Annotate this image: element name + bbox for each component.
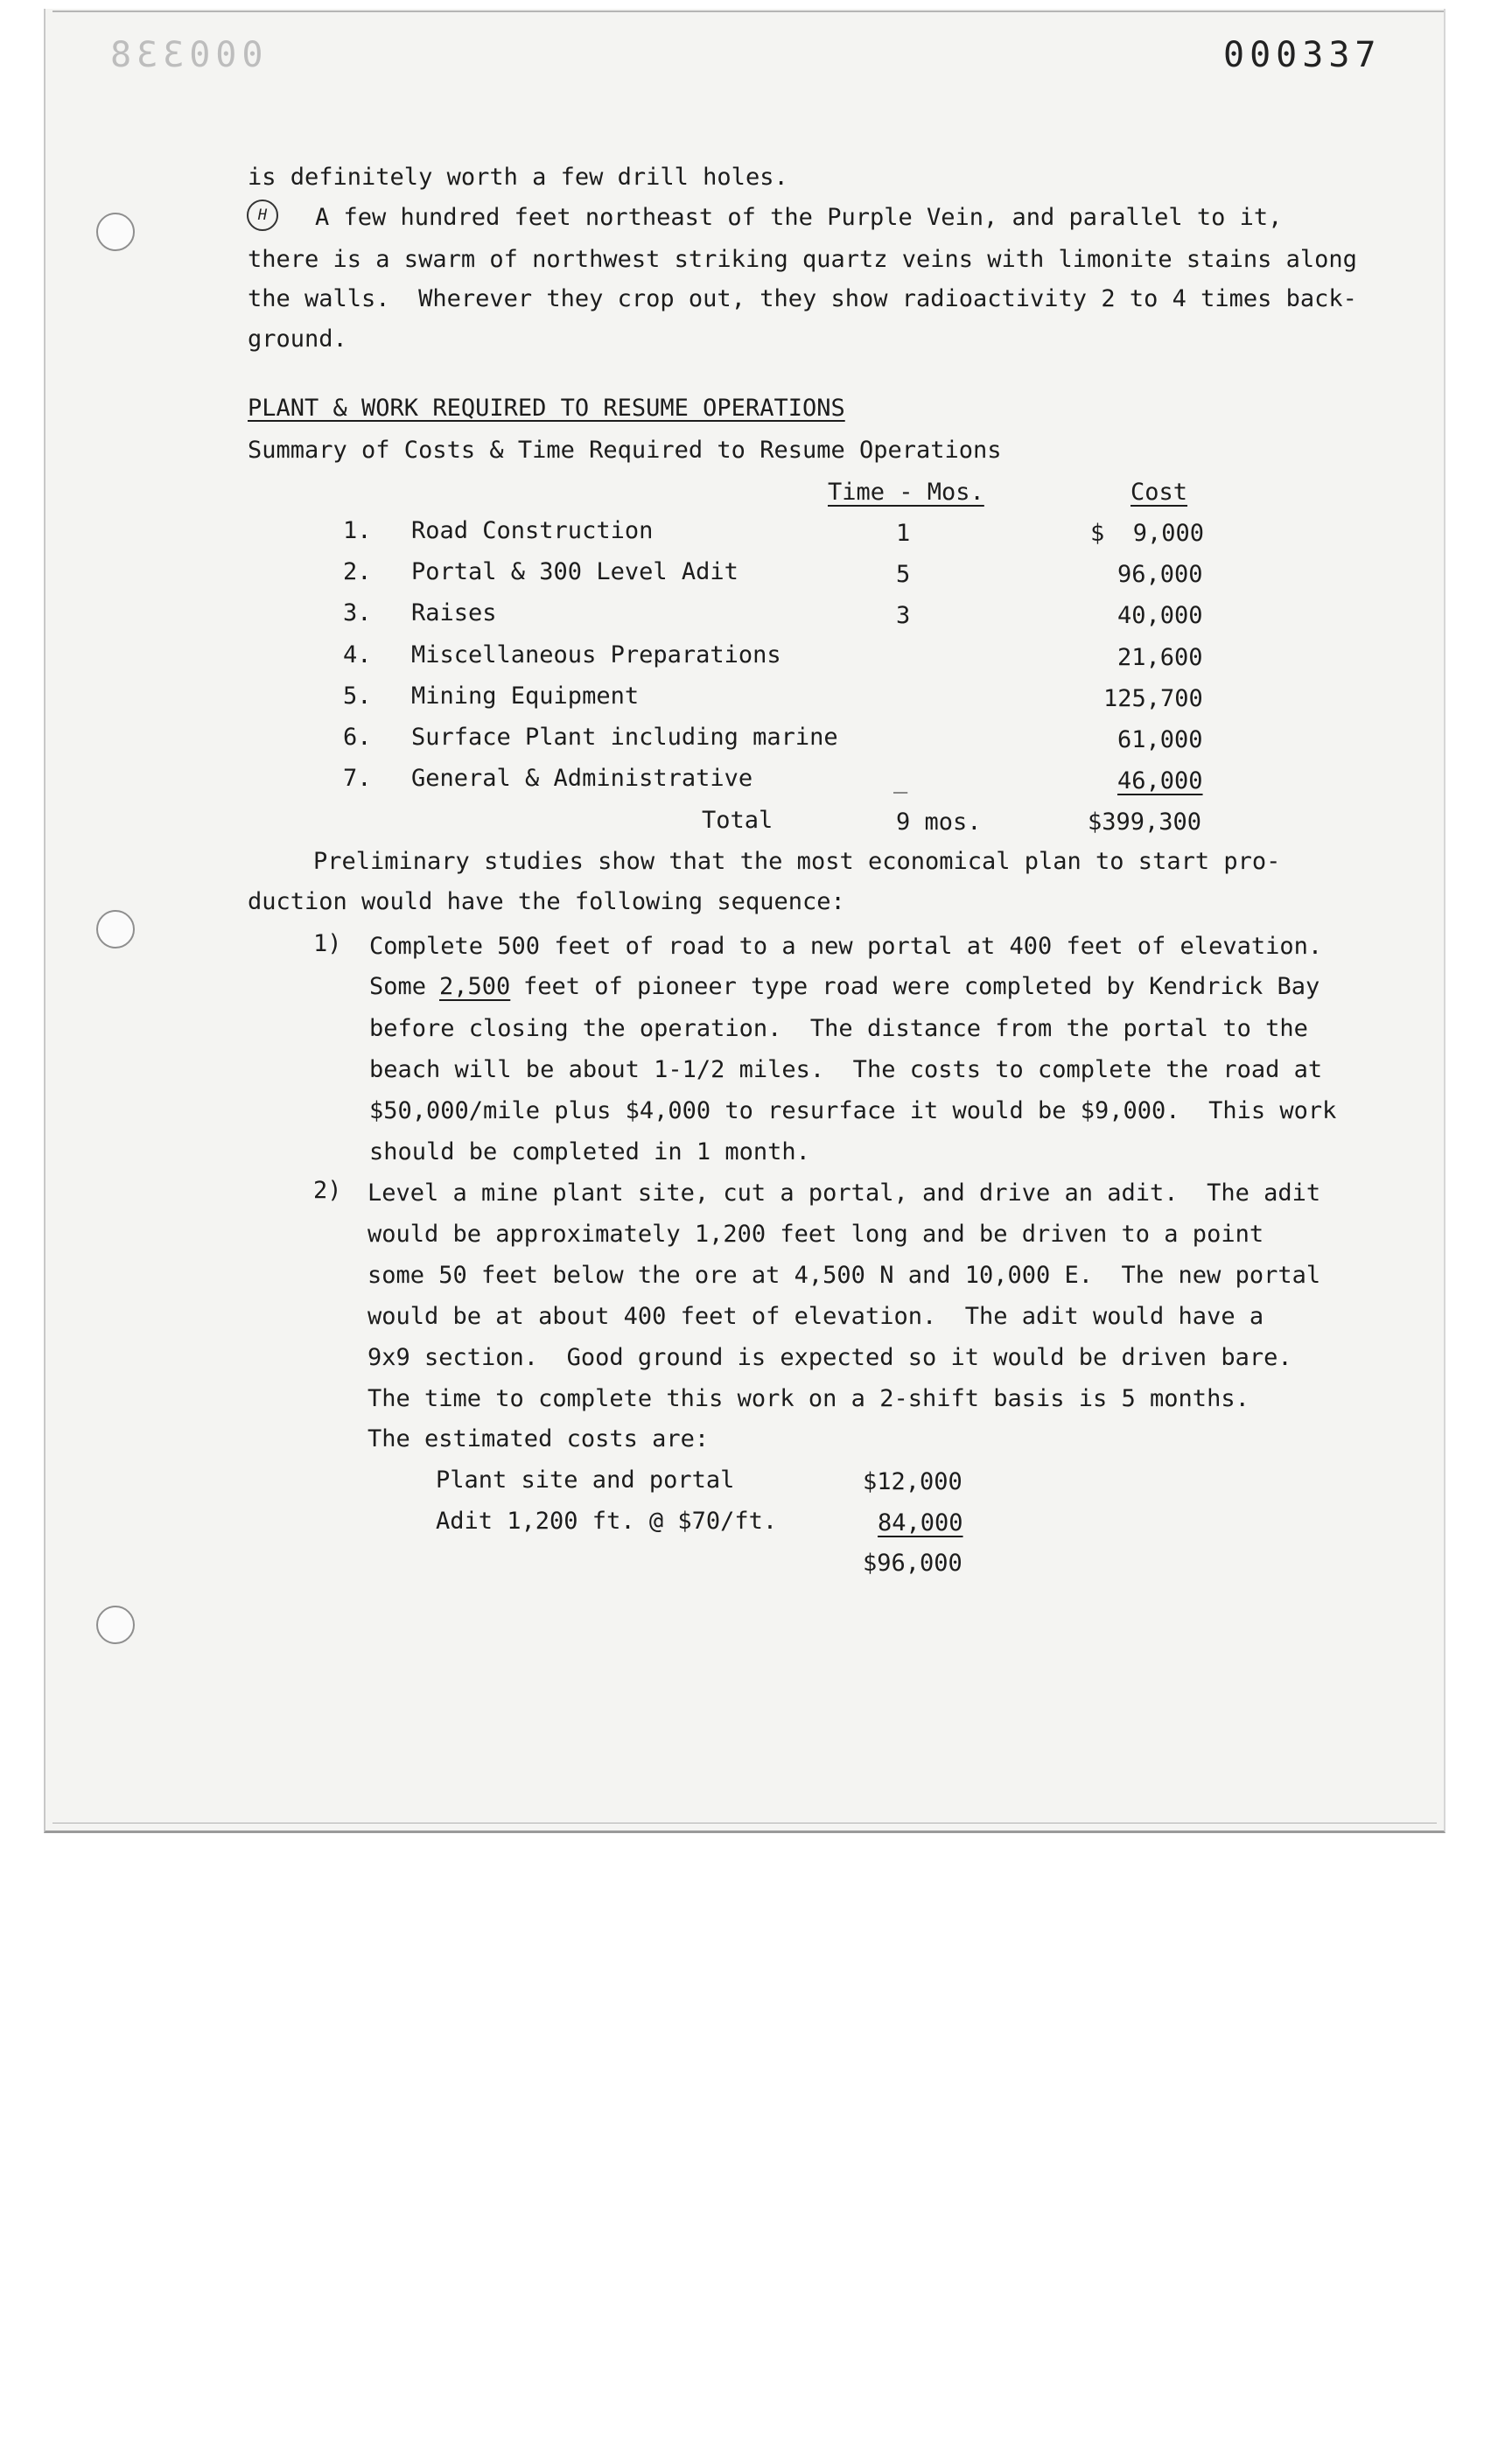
section-heading: PLANT & WORK REQUIRED TO RESUME OPERATIONS: [248, 395, 845, 422]
total-label: Total: [702, 807, 774, 834]
row-cost: 21,600: [1117, 644, 1203, 671]
row-number: 6.: [343, 724, 372, 751]
step1-line-prefix: Some: [369, 973, 427, 1000]
handwritten-marker: H: [247, 200, 278, 231]
row-cost: 46,000: [1117, 767, 1203, 794]
intro-para-line: A few hundred feet northeast of the Purple Vein, and parallel to it,: [315, 204, 1283, 231]
row-time: 3: [896, 602, 911, 629]
intro-line: is definitely worth a few drill holes.: [248, 164, 788, 191]
step1-line: before closing the operation. The distance from the portal to the: [369, 1015, 1308, 1042]
row-item: Mining Equipment: [411, 682, 640, 710]
step1-line: beach will be about 1-1/2 miles. The costs to complete the road at: [369, 1056, 1323, 1083]
step1-line: feet of pioneer type road were completed by Kendrick Bay: [523, 973, 1320, 1000]
row-number: 3.: [343, 599, 372, 626]
document-sheet: [44, 9, 1446, 1833]
bleed-through-page-number: 000338: [105, 35, 263, 75]
col-header-cost: Cost: [1130, 479, 1188, 506]
row-cost: 125,700: [1103, 685, 1203, 712]
col-header-time: Time - Mos.: [828, 479, 984, 506]
sheet-top-edge: [52, 10, 1444, 12]
row-time: 5: [896, 561, 911, 588]
intro-para-line: ground.: [248, 326, 347, 353]
total-cost: $399,300: [1088, 808, 1202, 836]
step-label: 1): [313, 930, 342, 957]
row-cost: 40,000: [1117, 602, 1203, 629]
sequence-intro-line: duction would have the following sequence:: [248, 888, 845, 915]
row-item: Portal & 300 Level Adit: [411, 558, 738, 585]
step2-line: would be at about 400 feet of elevation. The adit would have a: [368, 1303, 1264, 1330]
intro-para-line: the walls. Wherever they crop out, they show radioactivity 2 to 4 times back-: [248, 285, 1357, 312]
cost-item-value: $12,000: [863, 1468, 962, 1495]
total-time: 9 mos.: [896, 808, 982, 836]
section-subheading: Summary of Costs & Time Required to Resume Operations: [248, 437, 1002, 464]
cost-item-label: Adit 1,200 ft. @ $70/ft.: [436, 1508, 778, 1535]
row-number: 1.: [343, 517, 372, 544]
step1-line: should be completed in 1 month.: [369, 1138, 810, 1166]
row-cost: 96,000: [1117, 561, 1203, 588]
row-item: Miscellaneous Preparations: [411, 641, 781, 668]
cost-total-value: $96,000: [863, 1550, 962, 1577]
row-number: 5.: [343, 682, 372, 710]
step1-line: $50,000/mile plus $4,000 to resurface it would be $9,000. This work: [369, 1097, 1337, 1124]
step2-line: some 50 feet below the ore at 4,500 N and 10,000 E. The new portal: [368, 1262, 1321, 1289]
step2-line: The time to complete this work on a 2-shift basis is 5 months.: [368, 1385, 1250, 1412]
cost-item-label: Plant site and portal: [436, 1466, 735, 1494]
punch-hole-bottom: [96, 1606, 135, 1644]
step1-line: Complete 500 feet of road to a new portal at 400 feet of elevation.: [369, 933, 1323, 960]
row-number: 2.: [343, 558, 372, 585]
row-number: 7.: [343, 765, 372, 792]
page-number: 000337: [1223, 35, 1382, 75]
cost-item-value: 84,000: [878, 1509, 963, 1536]
punch-hole-middle: [96, 910, 135, 948]
step2-line: 9x9 section. Good ground is expected so it would be driven bare.: [368, 1344, 1292, 1371]
intro-para-line: there is a swarm of northwest striking quartz veins with limonite stains along: [248, 246, 1357, 273]
row-item: Surface Plant including marine: [411, 724, 838, 751]
row-number: 4.: [343, 641, 372, 668]
step2-line: Level a mine plant site, cut a portal, and drive an adit. The adit: [368, 1180, 1321, 1207]
row-cost: 61,000: [1117, 726, 1203, 753]
step2-line: would be approximately 1,200 feet long and be driven to a point: [368, 1221, 1264, 1248]
step1-road-length: 2,500: [439, 973, 511, 1000]
punch-hole-top: [96, 213, 135, 251]
row-time: 1: [896, 520, 911, 547]
row-cost: $ 9,000: [1090, 520, 1205, 547]
step-label: 2): [313, 1177, 342, 1204]
sheet-edge: [52, 1823, 1437, 1824]
sequence-intro-line: Preliminary studies show that the most economical plan to start pro-: [313, 848, 1281, 875]
row-item: Raises: [411, 599, 497, 626]
row-item: Road Construction: [411, 517, 654, 544]
step2-line: The estimated costs are:: [368, 1425, 710, 1452]
row-time: _: [893, 766, 908, 794]
row-item: General & Administrative: [411, 765, 753, 792]
